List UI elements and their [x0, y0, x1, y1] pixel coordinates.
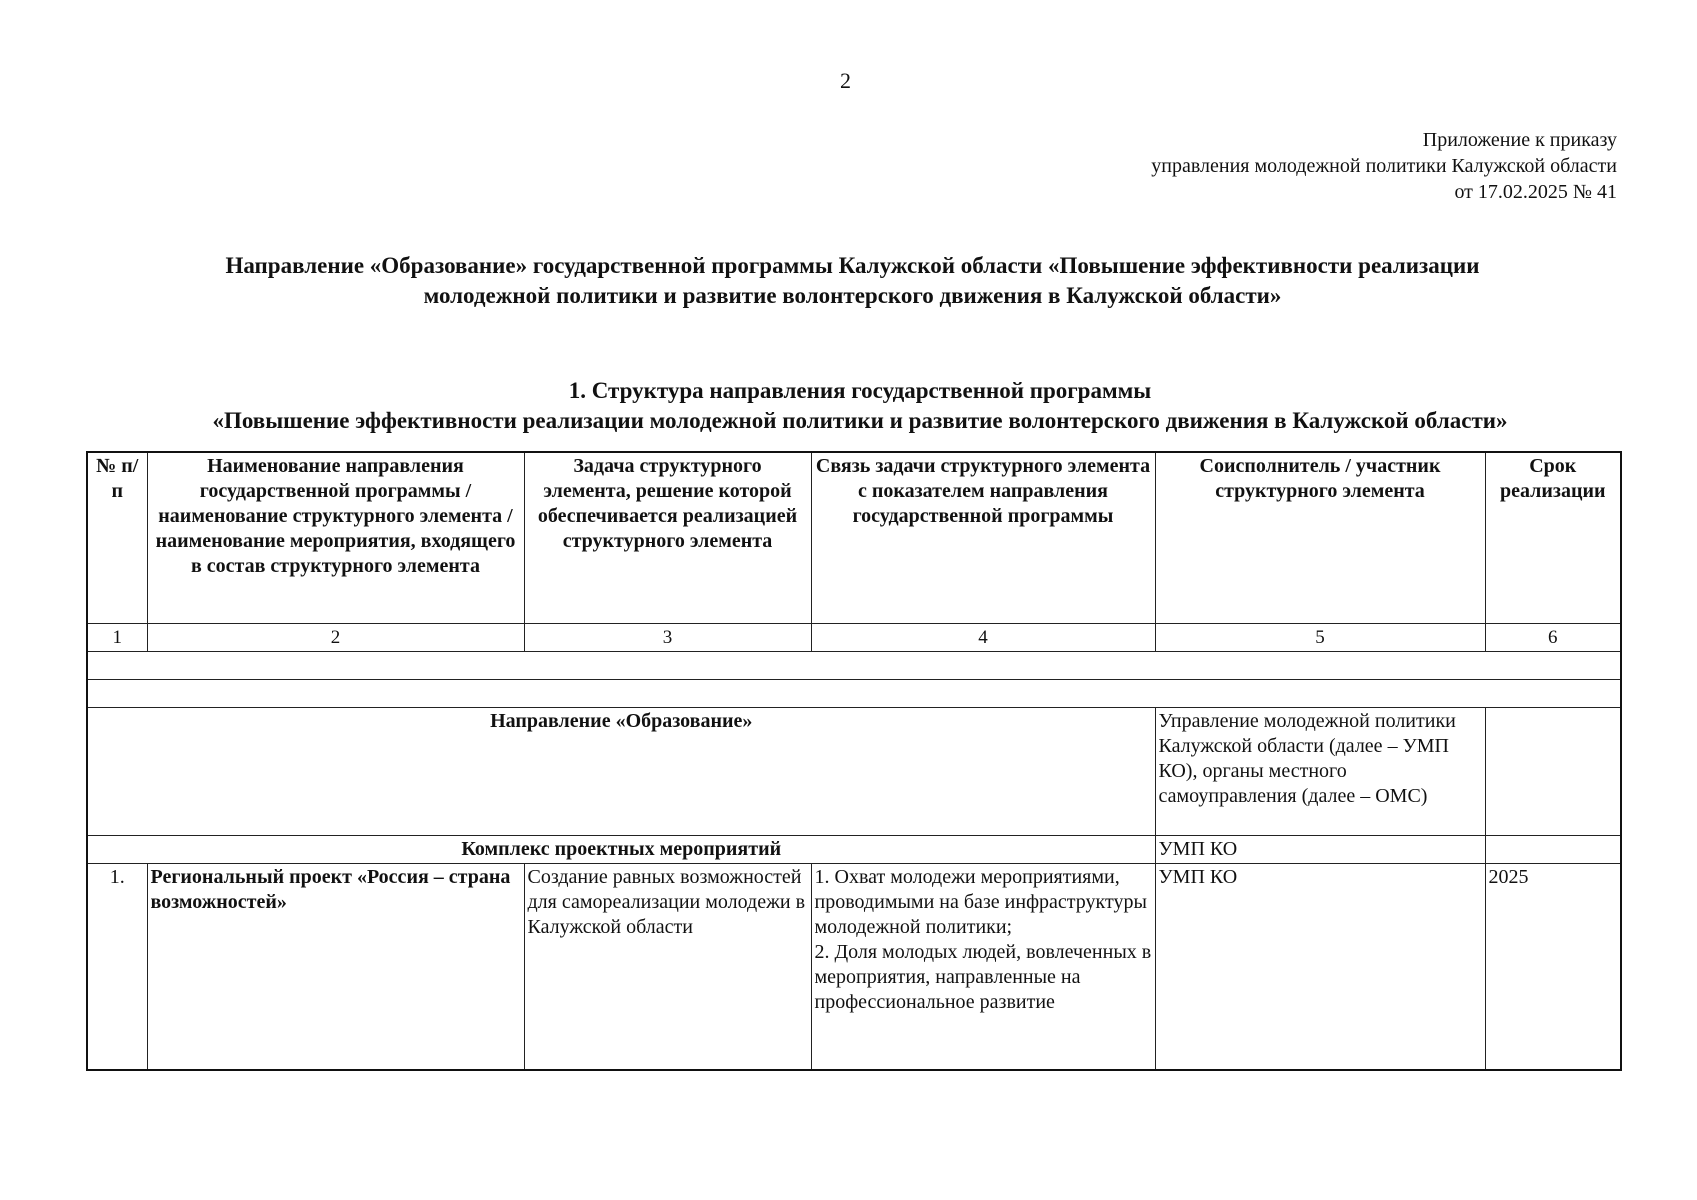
row-executor: УМП КО: [1155, 863, 1485, 1070]
complex-row: [87, 835, 1621, 863]
row-term: 2025: [1485, 863, 1621, 1070]
section-line-1: 1. Структура направления государственной программы: [568, 378, 1152, 403]
section-line-2: «Повышение эффективности реализации молодежной политики и развитие волонтерского движения в Калужской области»: [212, 408, 1508, 433]
direction-row: [87, 707, 1621, 835]
column-number: 5: [1155, 623, 1485, 651]
header-link: Связь задачи структурного элемента с показателем направления государственной программы: [811, 452, 1155, 623]
empty-row: [87, 679, 1621, 707]
appendix-line-3: от 17.02.2025 № 41: [1454, 181, 1617, 203]
column-number: 4: [811, 623, 1155, 651]
header-name: Наименование направления государственной программы / наименование структурного элемента / наименование мероприятия, входящего в состав структурного элемента: [147, 452, 524, 623]
header-executor: Соисполнитель / участник структурного элемента: [1155, 452, 1485, 623]
header-term: Срок реализации: [1485, 452, 1621, 623]
table-header-row: [87, 452, 1621, 623]
column-number: 1: [87, 623, 147, 651]
column-number: 6: [1485, 623, 1621, 651]
complex-executor: УМП КО: [1155, 835, 1485, 863]
appendix-line-1: Приложение к приказу: [1422, 129, 1617, 151]
page-number: 2: [840, 68, 851, 93]
table-row: [87, 863, 1621, 1070]
row-link-item-1: 1. Охват молодежи мероприятиями, проводимыми на базе инфраструктуры молодежной политики;: [814, 865, 1147, 938]
title-line-1: Направление «Образование» государственной программы Калужской области «Повышение эффективности реализации: [225, 253, 1480, 278]
column-number: 2: [147, 623, 524, 651]
row-num: 1.: [87, 863, 147, 1070]
structure-table: [86, 451, 1622, 1071]
direction-term: [1485, 707, 1621, 835]
row-name: Региональный проект «Россия – страна возможностей»: [147, 863, 524, 1070]
header-task: Задача структурного элемента, решение которой обеспечивается реализацией структурного элемента: [524, 452, 811, 623]
header-num: № п/п: [87, 452, 147, 623]
appendix-line-2: управления молодежной политики Калужской области: [1151, 155, 1617, 177]
direction-executor: Управление молодежной политики Калужской области (далее – УМП КО), органы местного самоуправления (далее – ОМС): [1155, 707, 1485, 835]
direction-label: Направление «Образование»: [87, 707, 1155, 835]
empty-row: [87, 651, 1621, 679]
document-title: [85, 251, 1620, 311]
row-link-item-2: 2. Доля молодых людей, вовлеченных в мероприятия, направленные на профессиональное развитие: [814, 940, 1152, 1013]
column-number: 3: [524, 623, 811, 651]
section-title: [85, 376, 1635, 436]
column-number-row: [87, 623, 1621, 651]
title-line-2: молодежной политики и развитие волонтерского движения в Калужской области»: [423, 283, 1282, 308]
appendix-note: [1151, 127, 1617, 205]
complex-term: [1485, 835, 1621, 863]
row-task: Создание равных возможностей для самореализации молодежи в Калужской области: [524, 863, 811, 1070]
complex-label: Комплекс проектных мероприятий: [87, 835, 1155, 863]
row-link: [811, 863, 1155, 1070]
